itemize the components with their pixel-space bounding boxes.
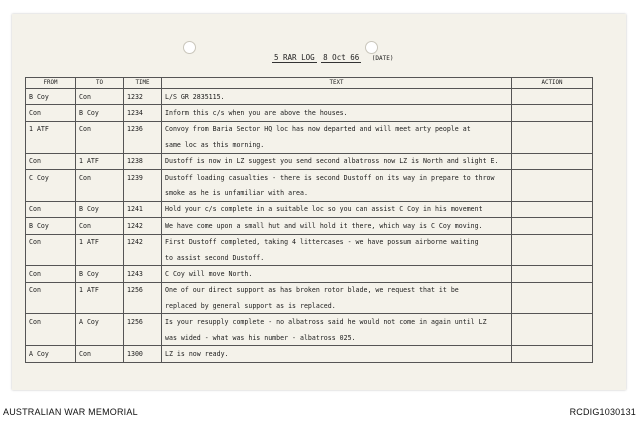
cell-action — [512, 201, 593, 217]
cell-text: smoke as he is unfamiliar with area. — [162, 185, 512, 201]
cell-time: 1242 — [124, 218, 162, 234]
cell-from: Con — [26, 105, 76, 121]
cell-time: 1256 — [124, 314, 162, 330]
cell-to: 1 ATF — [76, 153, 124, 169]
table-row — [26, 121, 593, 137]
cell-action — [512, 346, 593, 362]
cell-from — [26, 330, 76, 346]
cell-text: Convoy from Baria Sector HQ loc has now departed and will meet arty people at — [162, 121, 512, 137]
cell-text: L/S GR 2835115. — [162, 89, 512, 105]
table-row — [26, 218, 593, 234]
cell-action — [512, 234, 593, 250]
cell-from: Con — [26, 153, 76, 169]
cell-text: to assist second Dustoff. — [162, 250, 512, 266]
cell-time: 1238 — [124, 153, 162, 169]
table-row — [26, 234, 593, 250]
cell-to: Con — [76, 89, 124, 105]
cell-from — [26, 137, 76, 153]
cell-text: We have come upon a small hut and will hold it there, which way is C Coy moving. — [162, 218, 512, 234]
cell-to: Con — [76, 346, 124, 362]
date-label: (DATE) — [371, 55, 394, 62]
cell-text: C Coy will move North. — [162, 266, 512, 282]
cell-action — [512, 314, 593, 330]
cell-from: Con — [26, 266, 76, 282]
cell-time — [124, 185, 162, 201]
cell-to — [76, 250, 124, 266]
log-unit: 5 RAR LOG — [274, 53, 315, 62]
col-action: ACTION — [512, 78, 593, 89]
cell-from: B Coy — [26, 89, 76, 105]
cell-time: 1243 — [124, 266, 162, 282]
cell-time: 1241 — [124, 201, 162, 217]
cell-to: B Coy — [76, 266, 124, 282]
table-row — [26, 282, 593, 298]
cell-from: 1 ATF — [26, 121, 76, 137]
table-row — [26, 266, 593, 282]
cell-text: Inform this c/s when you are above the houses. — [162, 105, 512, 121]
cell-text: Hold your c/s complete in a suitable loc so you can assist C Coy in his movement — [162, 201, 512, 217]
cell-action — [512, 218, 593, 234]
cell-to: Con — [76, 218, 124, 234]
cell-text: LZ is now ready. — [162, 346, 512, 362]
cell-time: 1234 — [124, 105, 162, 121]
table-row — [26, 298, 593, 314]
table-row — [26, 330, 593, 346]
cell-text: Dustoff loading casualties - there is second Dustoff on its way in prepare to throw — [162, 169, 512, 185]
cell-to — [76, 298, 124, 314]
cell-action — [512, 121, 593, 137]
cell-action — [512, 298, 593, 314]
cell-from: Con — [26, 201, 76, 217]
table-row — [26, 153, 593, 169]
archive-id: RCDIG1030131 — [569, 407, 636, 417]
cell-to: B Coy — [76, 201, 124, 217]
cell-text: was wided - what was his number - albatross 025. — [162, 330, 512, 346]
punch-hole-left — [183, 41, 196, 54]
col-text: TEXT — [162, 78, 512, 89]
cell-text: same loc as this morning. — [162, 137, 512, 153]
cell-time — [124, 250, 162, 266]
cell-to — [76, 137, 124, 153]
log-heading — [272, 53, 393, 62]
col-time: TIME — [124, 78, 162, 89]
cell-from: Con — [26, 234, 76, 250]
table-row — [26, 346, 593, 362]
cell-time: 1232 — [124, 89, 162, 105]
cell-from — [26, 185, 76, 201]
cell-time: 1256 — [124, 282, 162, 298]
cell-action — [512, 266, 593, 282]
cell-action — [512, 105, 593, 121]
cell-from — [26, 298, 76, 314]
col-from: FROM — [26, 78, 76, 89]
table-row — [26, 185, 593, 201]
table-row — [26, 105, 593, 121]
cell-time — [124, 298, 162, 314]
cell-time: 1239 — [124, 169, 162, 185]
table-row — [26, 314, 593, 330]
cell-from — [26, 250, 76, 266]
header-row — [26, 78, 593, 89]
cell-action — [512, 250, 593, 266]
cell-action — [512, 137, 593, 153]
cell-action — [512, 89, 593, 105]
cell-time: 1242 — [124, 234, 162, 250]
table-row — [26, 201, 593, 217]
cell-to: 1 ATF — [76, 234, 124, 250]
cell-time: 1300 — [124, 346, 162, 362]
cell-from: A Coy — [26, 346, 76, 362]
cell-to: 1 ATF — [76, 282, 124, 298]
cell-from: C Coy — [26, 169, 76, 185]
table-row — [26, 169, 593, 185]
cell-action — [512, 282, 593, 298]
table-row — [26, 250, 593, 266]
cell-text: Is your resupply complete - no albatross said he would not come in again until LZ — [162, 314, 512, 330]
cell-to: A Coy — [76, 314, 124, 330]
cell-to: Con — [76, 121, 124, 137]
cell-to: Con — [76, 169, 124, 185]
cell-text: replaced by general support as is replaced. — [162, 298, 512, 314]
cell-action — [512, 185, 593, 201]
cell-to: B Coy — [76, 105, 124, 121]
cell-from: B Coy — [26, 218, 76, 234]
cell-action — [512, 330, 593, 346]
table-row — [26, 89, 593, 105]
cell-text: Dustoff is now in LZ suggest you send second albatross now LZ is North and slight E. — [162, 153, 512, 169]
cell-from: Con — [26, 314, 76, 330]
log-date: 8 Oct 66 — [323, 53, 360, 62]
cell-time — [124, 330, 162, 346]
cell-action — [512, 169, 593, 185]
cell-to — [76, 185, 124, 201]
archive-credit: AUSTRALIAN WAR MEMORIAL — [3, 407, 138, 417]
col-to: TO — [76, 78, 124, 89]
cell-text: First Dustoff completed, taking 4 littercases - we have possum airborne waiting — [162, 234, 512, 250]
log-table — [25, 77, 593, 363]
table-row — [26, 137, 593, 153]
cell-from: Con — [26, 282, 76, 298]
cell-action — [512, 153, 593, 169]
cell-time — [124, 137, 162, 153]
log-body — [26, 89, 593, 363]
cell-time: 1236 — [124, 121, 162, 137]
cell-to — [76, 330, 124, 346]
cell-text: One of our direct support as has broken rotor blade, we request that it be — [162, 282, 512, 298]
